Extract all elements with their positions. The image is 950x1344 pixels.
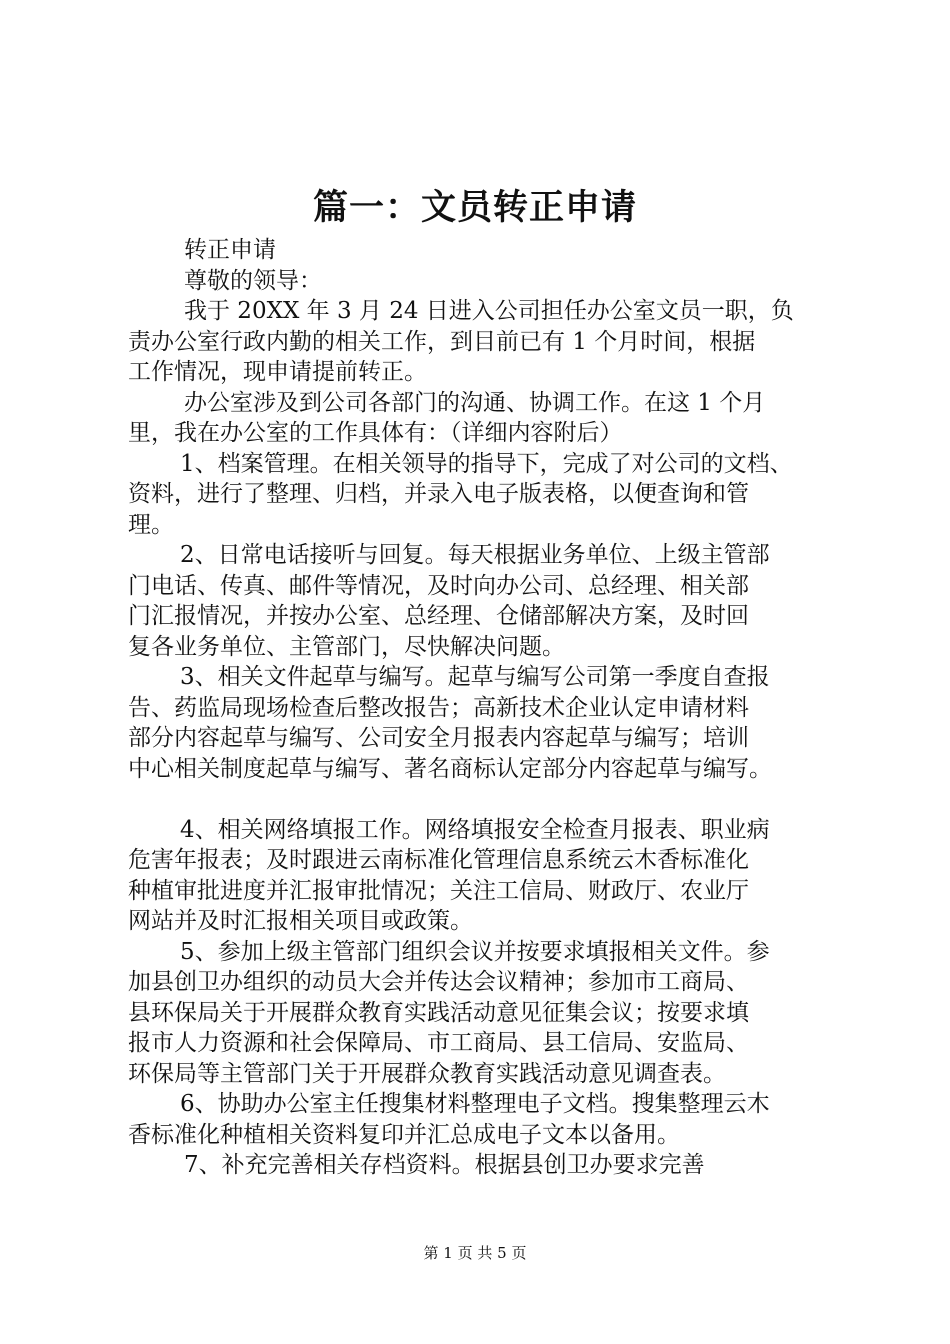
text-line: 复各业务单位、主管部门，尽快解决问题。 — [128, 633, 565, 660]
document-body — [128, 235, 848, 1181]
text-line: 尊敬的领导： — [184, 267, 322, 294]
text-line: 门电话、传真、邮件等情况，及时向办公司、总经理、相关部 — [128, 572, 749, 599]
page-footer: 第 1 页 共 5 页 — [423, 1244, 527, 1262]
blank-line — [128, 784, 848, 815]
text-line: 门汇报情况，并按办公室、总经理、仓储部解决方案，及时回 — [128, 603, 749, 629]
text-line: 种植审批进度并汇报审批情况；关注工信局、财政厅、农业厅 — [128, 877, 749, 904]
text-line: 责办公室行政内勤的相关工作，到目前已有 1 个月时间，根据 — [128, 328, 756, 355]
text-line: 环保局等主管部门关于开展群众教育实践活动意见调查表。 — [128, 1060, 726, 1087]
text-line: 4、相关网络填报工作。网络填报安全检查月报表、职业病 — [180, 816, 770, 843]
text-line: 县环保局关于开展群众教育实践活动意见征集会议；按要求填 — [128, 999, 749, 1026]
document-title: 篇一：文员转正申请 — [312, 187, 637, 228]
text-line: 部分内容起草与编写、公司安全月报表内容起草与编写；培训 — [128, 725, 749, 751]
text-line: 7、补充完善相关存档资料。根据县创卫办要求完善 — [184, 1152, 705, 1178]
text-line: 3、相关文件起草与编写。起草与编写公司第一季度自查报 — [180, 664, 770, 690]
text-line: 转正申请 — [184, 237, 276, 263]
text-line: 我于 20XX 年 3 月 24 日进入公司担任办公室文员一职，负 — [184, 298, 794, 324]
text-line: 5、参加上级主管部门组织会议并按要求填报相关文件。参 — [180, 938, 770, 965]
text-line: 6、协助办公室主任搜集材料整理电子文档。搜集整理云木 — [180, 1091, 770, 1117]
text-line: 中心相关制度起草与编写、著名商标认定部分内容起草与编写。 — [128, 755, 772, 782]
text-line: 网站并及时汇报相关项目或政策。 — [128, 908, 473, 934]
text-line: 1、档案管理。在相关领导的指导下，完成了对公司的文档、 — [180, 450, 793, 477]
text-line: 办公室涉及到公司各部门的沟通、协调工作。在这 1 个月 — [184, 389, 766, 416]
text-line: 香标准化种植相关资料复印并汇总成电子文本以备用。 — [128, 1121, 680, 1148]
text-line: 加县创卫办组织的动员大会并传达会议精神；参加市工商局、 — [128, 969, 749, 995]
text-line: 里，我在办公室的工作具体有：（详细内容附后） — [128, 420, 623, 446]
text-line: 危害年报表；及时跟进云南标准化管理信息系统云木香标准化 — [128, 847, 749, 873]
text-line: 告、药监局现场检查后整改报告；高新技术企业认定申请材料 — [128, 694, 749, 721]
text-line: 资料，进行了整理、归档，并录入电子版表格，以便查询和管 — [128, 481, 749, 507]
text-line: 理。 — [128, 511, 174, 538]
text-line: 工作情况，现申请提前转正。 — [128, 359, 427, 385]
text-line: 2、日常电话接听与回复。每天根据业务单位、上级主管部 — [180, 542, 770, 568]
text-line: 报市人力资源和社会保障局、市工商局、县工信局、安监局、 — [128, 1030, 749, 1056]
